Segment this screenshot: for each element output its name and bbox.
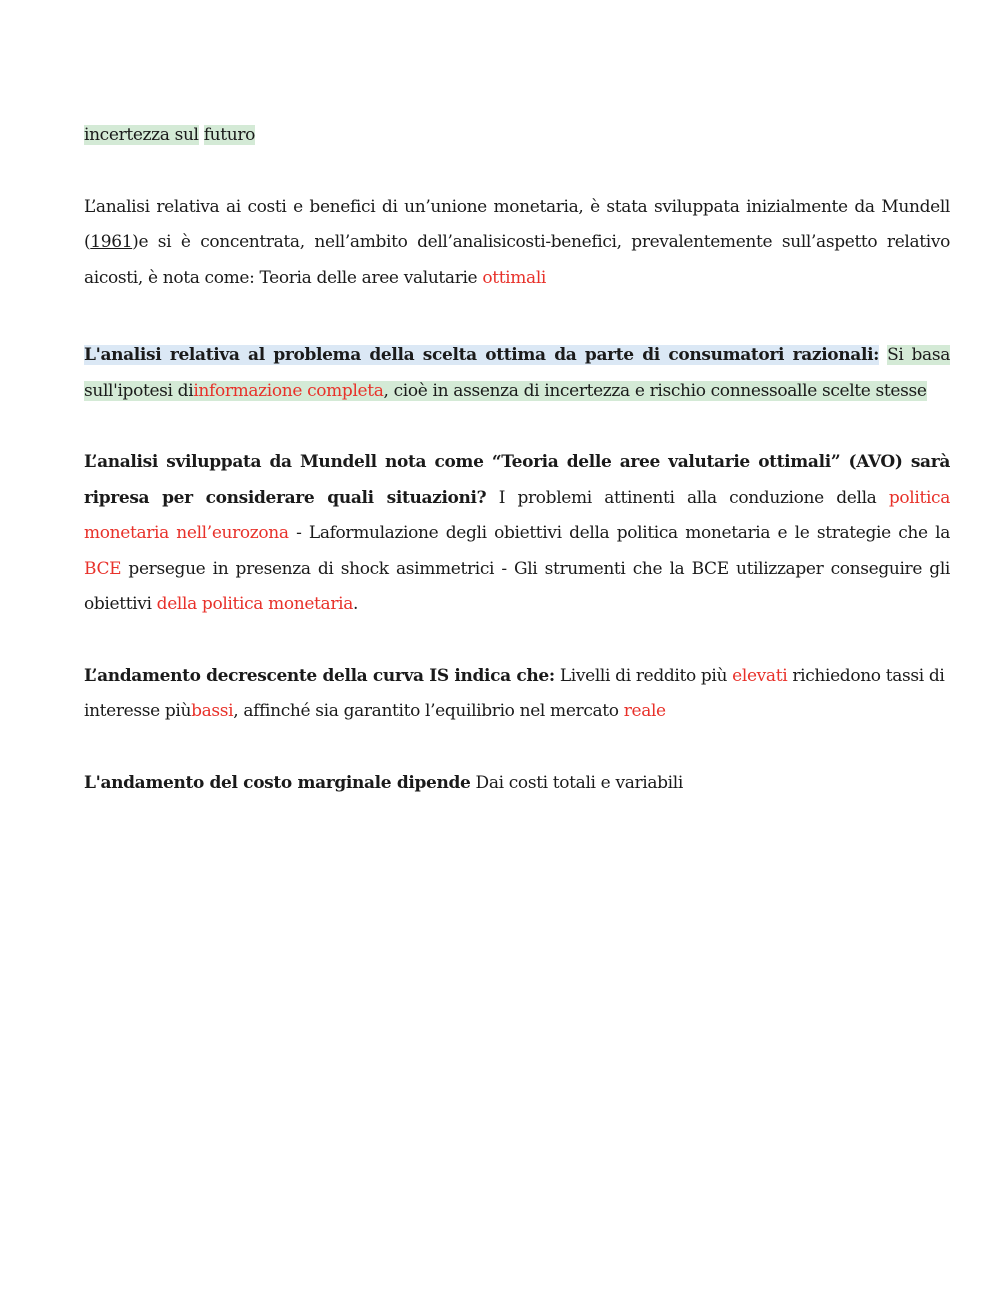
answer-part: Si basa sull'ipotesi di (84, 345, 951, 401)
answer-part: I problemi attinenti alla conduzione della (486, 487, 889, 508)
paragraph-text: )e si è concentrata, nell’ambito dell’analisicosti-benefici, prevalentemente sull’aspetto relativo aicosti, è nota come: Teoria delle aree valutarie (84, 232, 950, 288)
paragraph-consumer-choice (84, 338, 950, 409)
red-keyword: reale (623, 701, 666, 721)
paragraph-text: L’analisi relativa ai costi e benefici di un’unione monetaria, è stata sviluppata inizialmente da Mundell ( (84, 196, 950, 252)
highlighted-text: futuro (203, 125, 256, 145)
answer-part: - Laformulazione degli obiettivi della politica monetaria e le strategie che la (288, 523, 950, 543)
red-keyword: della politica monetaria (156, 594, 353, 614)
red-keyword: elevati (732, 665, 788, 686)
answer-part: . (352, 594, 359, 614)
paragraph-mundell-analysis (84, 190, 950, 297)
answer-part: richiedono tassi di interesse più (84, 665, 945, 721)
answer-part: , affinché sia garantito l’equilibrio nel mercato (233, 701, 624, 721)
question-text: L’andamento decrescente della curva IS indica che: (84, 665, 555, 686)
highlighted-text: incertezza sul (84, 125, 199, 145)
question-text: L'analisi relativa al problema della scelta ottima da parte di consumatori razionali: (84, 345, 880, 365)
answer-part: Dai costi totali e variabili (470, 772, 683, 793)
answer-part: Livelli di reddito più (554, 665, 733, 686)
red-keyword: bassi (191, 701, 234, 721)
answer-part: persegue in presenza di shock asimmetrici - Gli strumenti che la BCE utilizzaper conseguire gli obiettivi (84, 558, 950, 614)
paragraph-marginal-cost (84, 766, 950, 802)
red-keyword: informazione completa (193, 380, 384, 401)
document-page (84, 118, 950, 801)
question-text: L’analisi sviluppata da Mundell nota come “Teoria delle aree valutarie ottimali” (AVO) sarà ripresa per considerare quali situazioni? (84, 452, 950, 508)
paragraph-avo (84, 445, 950, 623)
answer-part: , cioè in assenza di incertezza e rischio connessoalle scelte stesse (383, 380, 927, 401)
year-underlined: 1961 (90, 232, 133, 252)
paragraph-uncertainty (84, 118, 950, 154)
question-text: L'andamento del costo marginale dipende (84, 772, 471, 793)
red-keyword: politica monetaria nell’eurozona (84, 487, 950, 543)
red-keyword: BCE (84, 558, 122, 579)
red-keyword: ottimali (482, 267, 546, 288)
paragraph-is-curve (84, 659, 950, 730)
